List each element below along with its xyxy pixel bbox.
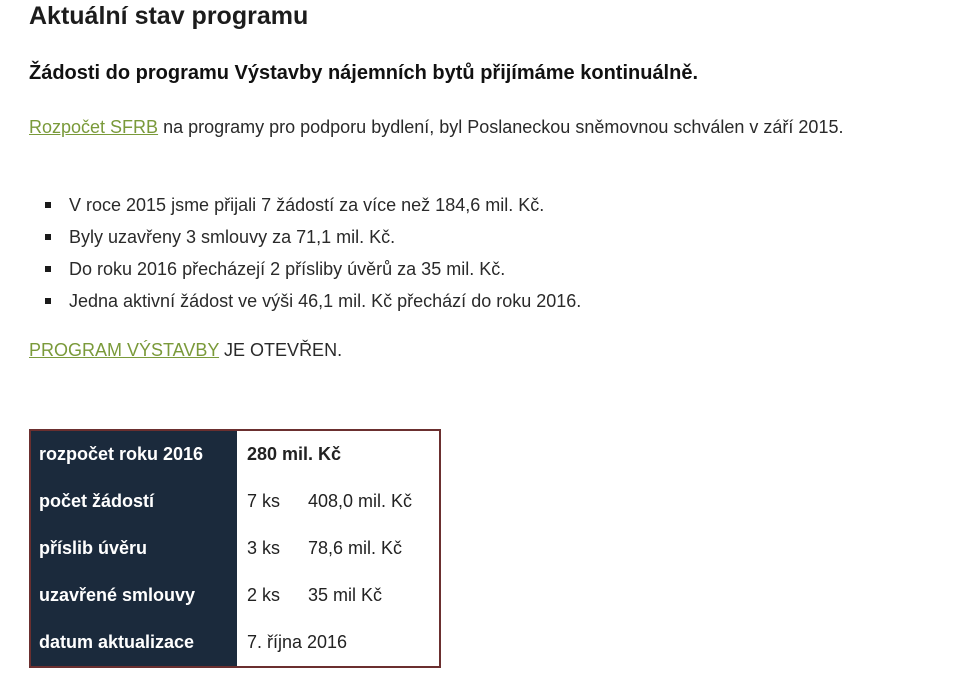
list-item: [29, 221, 581, 253]
table-label: příslib úvěru: [30, 525, 237, 572]
program-stats-table: [29, 429, 441, 668]
table-label: počet žádostí: [30, 478, 237, 525]
page-title: Aktuální stav programu: [29, 2, 309, 30]
list-item-text: V roce 2015 jsme přijali 7 žádostí za více než 184,6 mil. Kč.: [69, 195, 545, 215]
program-vystavby-link[interactable]: PROGRAM VÝSTAVBY: [29, 340, 220, 360]
table-label: uzavřené smlouvy: [30, 572, 237, 619]
table-row-updated: [30, 619, 440, 667]
table-count: 7 ks: [247, 491, 281, 511]
table-label: rozpočet roku 2016: [30, 430, 237, 478]
table-row-applications: [30, 478, 440, 525]
list-item: [29, 285, 581, 317]
table-amount: 78,6 mil. Kč: [308, 538, 403, 558]
bullet-icon: [45, 234, 51, 240]
list-item-text: Do roku 2016 přecházejí 2 přísliby úvěrů za 35 mil. Kč.: [69, 259, 506, 279]
table-row-budget: [30, 430, 440, 478]
budget-sfrb-link[interactable]: Rozpočet SFRB: [29, 117, 159, 137]
page-subtitle: Žádosti do programu Výstavby nájemních bytů přijímáme kontinuálně.: [29, 62, 699, 84]
table-label: datum aktualizace: [30, 619, 237, 667]
program-status: [29, 336, 342, 364]
intro-paragraph: [29, 112, 934, 143]
list-item: [29, 253, 581, 285]
table-value: 7. října 2016: [247, 632, 348, 652]
bullet-icon: [45, 298, 51, 304]
table-row-loan-promise: [30, 525, 440, 572]
table-count: 2 ks: [247, 585, 281, 605]
table-amount: 35 mil Kč: [308, 585, 383, 605]
program-status-text: JE OTEVŘEN.: [219, 340, 343, 360]
table-value: 280 mil. Kč: [247, 444, 342, 464]
list-item-text: Byly uzavřeny 3 smlouvy za 71,1 mil. Kč.: [69, 227, 396, 247]
bullet-icon: [45, 266, 51, 272]
table-row-contracts: [30, 572, 440, 619]
bullet-icon: [45, 202, 51, 208]
facts-list: [29, 189, 581, 317]
intro-text: na programy pro podporu bydlení, byl Poslaneckou sněmovnou schválen v září 2015.: [158, 117, 844, 137]
table-count: 3 ks: [247, 538, 281, 558]
list-item: [29, 189, 581, 221]
list-item-text: Jedna aktivní žádost ve výši 46,1 mil. Kč přechází do roku 2016.: [69, 291, 582, 311]
table-amount: 408,0 mil. Kč: [308, 491, 413, 511]
